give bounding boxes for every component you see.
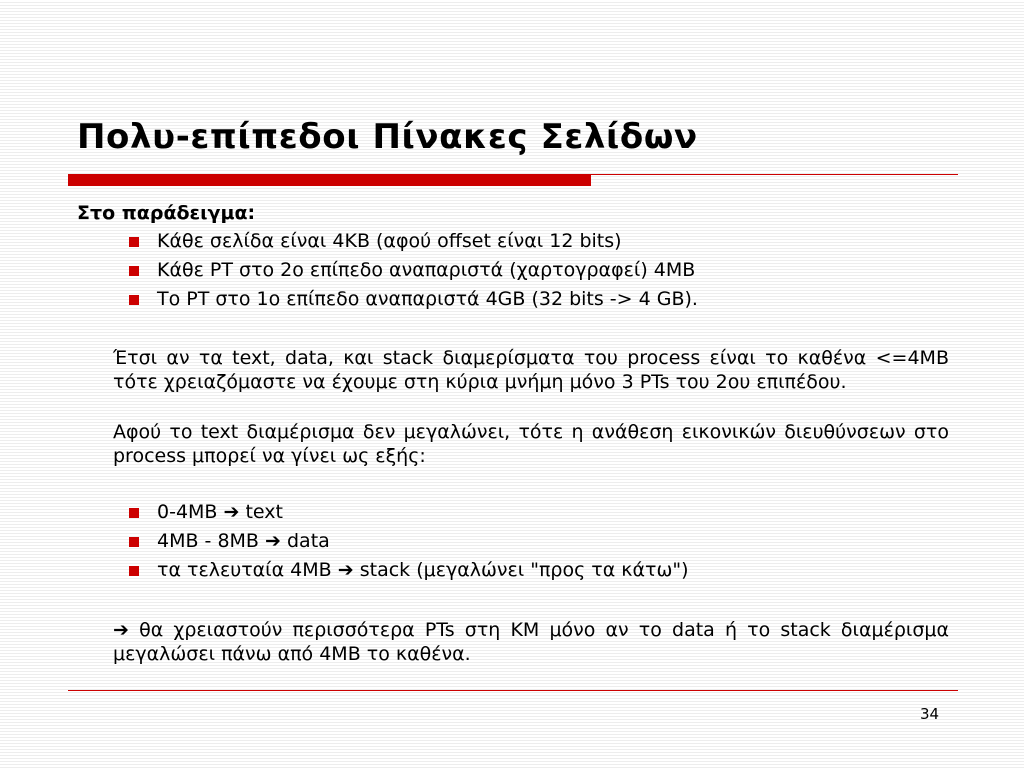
list-item — [127, 285, 698, 314]
list-item — [127, 527, 689, 556]
bullet-text: Κάθε PT στο 2ο επίπεδο αναπαριστά (χαρτογραφεί) 4MB — [157, 259, 696, 281]
bullet-text: Το PT στο 1ο επίπεδο αναπαριστά 4GB (32 bits -> 4 GB). — [157, 288, 698, 310]
red-square-bullet-icon — [129, 295, 139, 305]
red-square-bullet-icon — [129, 508, 139, 518]
conclusion-text: θα χρειαστούν περισσότερα PTs στη KM μόνο αν το data ή το stack διαμέρισμα μεγαλώσει πάνω από 4MB το καθένα. — [113, 619, 950, 665]
title-underline-thick — [68, 175, 591, 186]
page-number: 34 — [920, 705, 940, 723]
bullet-text: Κάθε σελίδα είναι 4KB (αφού offset είναι 12 bits) — [157, 230, 622, 252]
target-text: stack (μεγαλώνει "προς τα κάτω") — [359, 559, 689, 581]
right-arrow-icon: ➔ — [265, 530, 281, 552]
address-map-list — [127, 498, 689, 585]
red-square-bullet-icon — [129, 537, 139, 547]
conclusion-paragraph — [113, 618, 949, 666]
list-item — [127, 556, 689, 585]
right-arrow-icon: ➔ — [113, 619, 129, 641]
paragraph-text: Αφού το text διαμέρισμα δεν μεγαλώνει, τότε η ανάθεση εικονικών διευθύνσεων στο process μπορεί να γίνει ως εξής: — [113, 421, 949, 467]
red-square-bullet-icon — [129, 237, 139, 247]
right-arrow-icon: ➔ — [337, 559, 354, 581]
red-square-bullet-icon — [129, 566, 139, 576]
list-item — [127, 256, 698, 285]
red-square-bullet-icon — [129, 266, 139, 276]
target-text: data — [286, 530, 330, 552]
example-bullet-list — [127, 227, 698, 314]
target-text: text — [245, 501, 283, 523]
range-text: τα τελευταία 4MB — [157, 559, 332, 581]
list-item — [127, 227, 698, 256]
right-arrow-icon: ➔ — [223, 501, 240, 523]
footer-rule — [68, 690, 958, 691]
range-text: 4MB - 8MB — [157, 530, 259, 552]
list-item — [127, 498, 689, 527]
slide-title: Πολυ-επίπεδοι Πίνακες Σελίδων — [77, 117, 698, 157]
range-text: 0-4MB — [157, 501, 218, 523]
example-label: Στο παράδειγμα: — [77, 202, 256, 224]
paragraph-text: Έτσι αν τα text, data, και stack διαμερίσματα του process είναι το καθένα <=4MB τότε χρειαζόμαστε να έχουμε στη κύρια μνήμη μόνο 3 PTs του 2ου επιπέδου. — [113, 347, 949, 393]
